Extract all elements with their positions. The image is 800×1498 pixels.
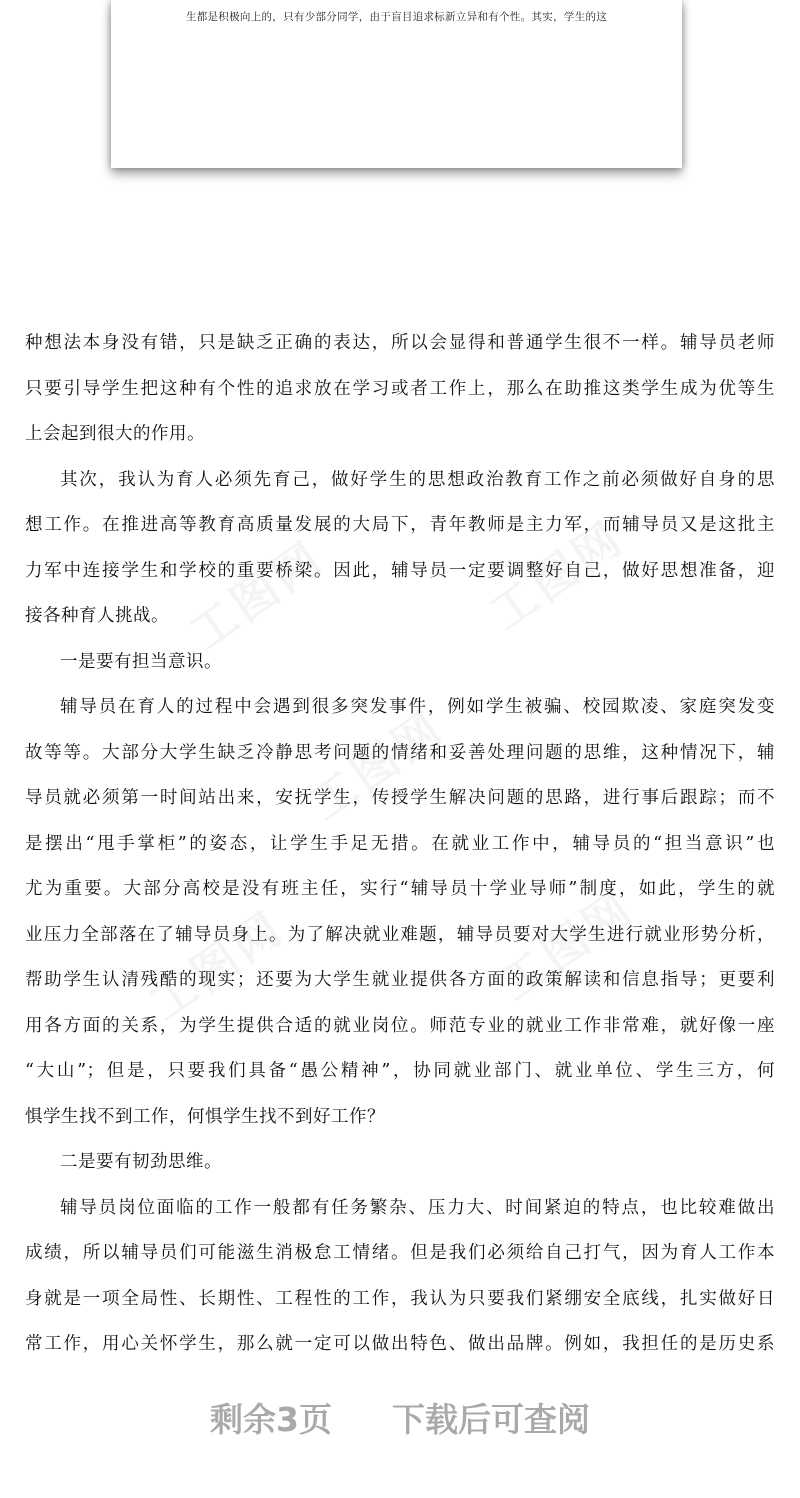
text-line: 故等等。大部分大学生缺乏冷静思考问题的情绪和妥善处理问题的思维，这种情况下，辅 xyxy=(25,742,775,763)
text-line: 其次，我认为育人必须先育己，做好学生的思想政治教育工作之前必须做好自身的思 xyxy=(60,469,775,490)
download-prompt-banner[interactable] xyxy=(0,1390,800,1450)
text-line: 想工作。在推进高等教育高质量发展的大局下，青年教师是主力军，而辅导员又是这批主 xyxy=(25,515,775,535)
text-line: 是摆出“甩手掌柜”的姿态，让学生手足无措。在就业工作中，辅导员的“担当意识”也 xyxy=(25,833,775,854)
text-line: 接各种育人挑战。 xyxy=(25,606,169,626)
text-line: “大山”；但是，只要我们具备“愚公精神”，协同就业部门、就业单位、学生三方，何 xyxy=(25,1061,775,1081)
text-line: 身就是一项全局性、长期性、工程性的工作，我认为只要我们紧绷安全底线，扎实做好日 xyxy=(25,1288,775,1309)
download-to-view-label: 下载后可查阅 xyxy=(391,1400,590,1439)
section-heading: 一是要有担当意识。 xyxy=(60,651,222,672)
text-line: 导员就必须第一时间站出来，安抚学生，传授学生解决问题的思路，进行事后跟踪；而不 xyxy=(25,788,775,808)
section-heading: 二是要有韧劲思维。 xyxy=(60,1152,222,1172)
text-line: 辅导员岗位面临的工作一般都有任务繁杂、压力大、时间紧迫的特点，也比较难做出 xyxy=(60,1197,775,1218)
text-line: 力军中连接学生和学校的重要桥梁。因此，辅导员一定要调整好自己，做好思想准备，迎 xyxy=(25,560,775,581)
text-line: 种想法本身没有错，只是缺乏正确的表达，所以会显得和普通学生很不一样。辅导员老师 xyxy=(25,333,775,353)
previous-page-preview xyxy=(111,0,682,168)
text-line: 用各方面的关系，为学生提供合适的就业岗位。师范专业的就业工作非常难，就好像一座 xyxy=(25,1015,775,1036)
text-line: 帮助学生认清残酷的现实；还要为大学生就业提供各方面的政策解读和信息指导；更要利 xyxy=(25,970,775,990)
text-line: 尤为重要。大部分高校是没有班主任，实行“辅导员十学业导师”制度，如此，学生的就 xyxy=(25,879,775,899)
text-line: 常工作，用心关怀学生，那么就一定可以做出特色、做出品牌。例如，我担任的是历史系 xyxy=(25,1334,775,1354)
text-line: 只要引导学生把这种有个性的追求放在学习或者工作上，那么在助推这类学生成为优等生 xyxy=(25,378,775,399)
text-line: 上会起到很大的作用。 xyxy=(25,424,205,444)
text-line: 惧学生找不到工作，何惧学生找不到好工作？ xyxy=(25,1106,385,1127)
text-line: 辅导员在育人的过程中会遇到很多突发事件，例如学生被骗、校园欺凌、家庭突发变 xyxy=(60,697,775,717)
text-line: 业压力全部落在了辅导员身上。为了解决就业难题，辅导员要对大学生进行就业形势分析， xyxy=(25,924,775,945)
remaining-pages-label: 剩余3页 xyxy=(210,1400,332,1439)
preview-text-line: 生都是积极向上的，只有少部分同学，由于盲目追求标新立异和有个性。其实，学生的这 xyxy=(185,11,608,23)
text-line: 成绩，所以辅导员们可能滋生消极怠工情绪。但是我们必须给自己打气，因为育人工作本 xyxy=(25,1243,775,1263)
document-body xyxy=(25,321,775,1368)
